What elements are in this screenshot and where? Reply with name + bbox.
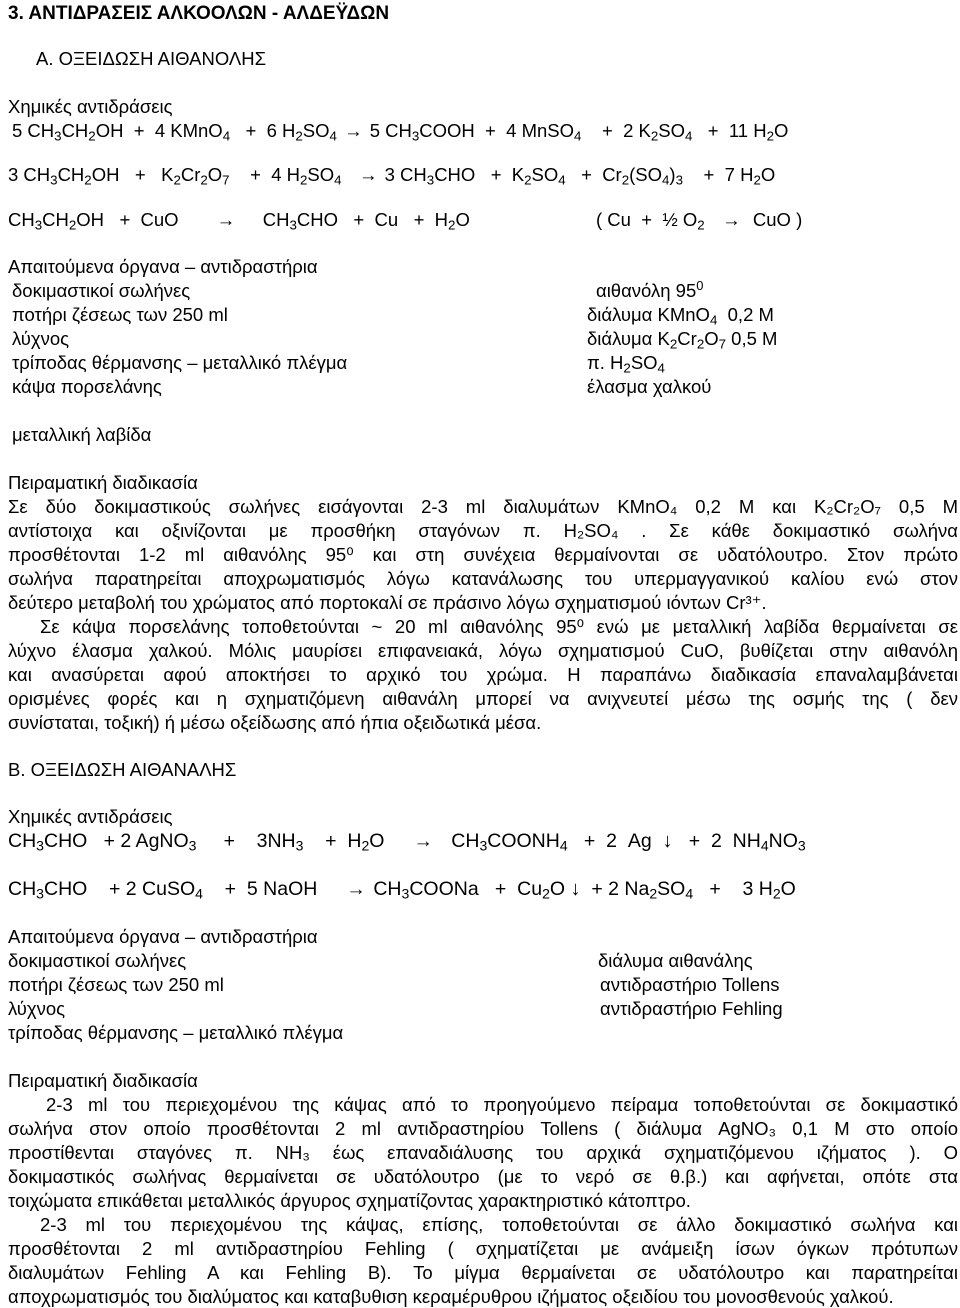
procedure-line: τοιχώματα επικάθεται μεταλλικός άργυρος σχηματίζοντας χαρακτηριστικό κάτοπτρο.	[8, 1190, 691, 1211]
equipment-item: δοκιμαστικοί σωλήνες	[8, 950, 187, 971]
reaction-a1: 5 $CH_3CH_2OH + 4$ KMnO$_4$ + 6 $H_2SO_4 \to 5$ $CH_3COOH + 4$ MnSO$_4$ + 2 $K_2SO_4 + 11$ $H_2O$	[12, 120, 789, 144]
reaction-b2: $CH_3CHO$ + 2 CuSO$_4$ + 5 NaOH → $CH_3COONa + Cu_2O$ ↓ + 2 $Na_2SO_4$ + 3 $H_2O$	[8, 878, 796, 902]
section-a-title: Α. ΟΞΕΙΔΩΣΗ ΑΙΘΑΝΟΛΗΣ	[36, 48, 267, 69]
section-b-title: Β. ΟΞΕΙΔΩΣΗ ΑΙΘΑΝΑΛΗΣ	[8, 759, 237, 780]
reagent-item: διάλυμα $K_2Cr_2O_7$ 0,5 M	[587, 328, 778, 352]
procedure-line: Σε κάψα πορσελάνης τοποθετούνται ~ 20 ml αιθανόλης 95⁰ ενώ με μεταλλική λαβίδα θερμαίνεται σε	[40, 616, 958, 637]
equipment-item: ποτήρι ζέσεως των 250 ml	[12, 304, 228, 325]
section-b-reactions-label: Χημικές αντιδράσεις	[8, 806, 173, 827]
procedure-line: συνίσταται, τοξική) ή μέσω οξείδωσης από ήπια οξειδωτικά μέσα.	[8, 712, 542, 733]
reaction-b1: $CH_3CHO + 2$ AgNO$_3$ + $3NH_3$ + $H_2O$ → $CH_3COONH_4 + 2$ Ag ↓ + 2 $NH_4NO_3$	[8, 830, 806, 854]
equipment-item: κάψα πορσελάνης	[12, 376, 162, 397]
section-a-reactions-label: Χημικές αντιδράσεις	[8, 96, 173, 117]
reagent-item: αιθανόλη $95^0$	[596, 277, 704, 301]
procedure-line: αντίστοιχα και οξινίζονται με προσθήκη σταγόνων π. H₂SO₄ . Σε κάθε δοκιμαστικό σωλήνα	[8, 520, 958, 541]
reaction-a3: $CH_3CH_2OH$ + CuO → $CH_3CHO + Cu + H_2O$	[8, 209, 470, 233]
equipment-item: τρίποδας θέρμανσης – μεταλλικό πλέγμα	[12, 352, 348, 373]
procedure-line: σωλήνα παρατηρείται αποχρωματισμός λόγω κατανάλωσης του υπερμαγγανικού καλίου ενώ στον	[8, 568, 958, 589]
reagent-label: διάλυμα KMnO	[587, 304, 710, 325]
procedure-line: ορισμένες φορές και η σχηματιζόμενη αιθανάλη μπορεί να ανιχνευτεί μέσω της οσμής της ( δεν	[8, 688, 958, 709]
reagent-item: αντιδραστήριο Tollens	[600, 974, 780, 995]
reagent-item: διάλυμα KMnO$_4$ 0,2 M	[587, 304, 774, 328]
procedure-line: σωλήνα στον οποίο προσθέτονται 2 ml αντιδραστηρίου Tollens ( διάλυμα AgNO₃ 0,1 M στο οποίο	[8, 1118, 958, 1139]
section-b-equipment-label: Απαιτούμενα όργανα – αντιδραστήρια	[8, 926, 318, 947]
procedure-line: και ανασύρεται αφού αποκτήσει το αρχικό του χρώμα. Η παραπάνω διαδικασία επαναλαμβάνεται	[8, 664, 958, 685]
procedure-line: αποχρωματισμός του διαλύματος και καταβυθιση κεραμέρυθρου ιζήματος οξειδίου του μονοσθενούς χαλκού.	[8, 1286, 894, 1307]
section-a-procedure-label: Πειραματική διαδικασία	[8, 472, 198, 493]
equipment-item: ποτήρι ζέσεως των 250 ml	[8, 974, 224, 995]
reagent-item: π. $H_2SO_4$	[587, 352, 665, 376]
reagent-label: π. H	[587, 352, 624, 373]
procedure-line: δεύτερο μεταβολή του χρώματος από πορτοκαλί σε πράσινο λόγω σχηματισμού ιόντων Cr³⁺.	[8, 592, 767, 613]
procedure-line: προσθέτονται 1-2 ml αιθανόλης 95⁰ και στη συνέχεια θερμαίνονται σε υδατόλουτρο. Στον πρώτο	[8, 544, 958, 565]
procedure-line: 2-3 ml του περιεχομένου της κάψας, επίσης, τοποθετούνται σε άλλο δοκιμαστικό σωλήνα και	[40, 1214, 958, 1235]
section-a-equipment-label: Απαιτούμενα όργανα – αντιδραστήρια	[8, 256, 318, 277]
reagent-item: διάλυμα αιθανάλης	[598, 950, 753, 971]
reagent-item: αντιδραστήριο Fehling	[600, 998, 783, 1019]
procedure-line: διαλυμάτων Fehling A και Fehling B). Το μίγμα θερμαίνεται σε υδατόλουτρο και παρατηρείται	[8, 1262, 958, 1283]
equipment-item: δοκιμαστικοί σωλήνες	[12, 280, 191, 301]
section-b-procedure-label: Πειραματική διαδικασία	[8, 1070, 198, 1091]
procedure-line: Σε δύο δοκιμαστικούς σωλήνες εισάγονται 2-3 ml διαλυμάτων KMnO₄ 0,2 M και K₂Cr₂O₇ 0,5 M	[8, 496, 958, 517]
reaction-a2: 3 $CH_3CH_2OH + K_2Cr_2O_7$ + 4 $H_2SO_4$ → 3 $CH_3CHO + K_2SO_4 + Cr_2(SO_4)_3$ + 7 $H_2O$	[8, 164, 776, 188]
procedure-line: προσθέτονται 2 ml αντιδραστηρίου Fehling ( σχηματίζεται με ανάμειξη ίσων όγκων πρότυπων	[8, 1238, 958, 1259]
procedure-line: 2-3 ml του περιεχομένου της κάψας από το προηγούμενο πείραμα τοποθετούνται σε δοκιμαστικό	[46, 1094, 958, 1115]
document-heading: 3. ΑΝΤΙΔΡΑΣΕΙΣ ΑΛΚΟΟΛΩΝ - ΑΛΔΕΫΔΩΝ	[8, 3, 390, 24]
reagent-item: έλασμα χαλκού	[587, 376, 712, 397]
reagent-label: αιθανόλη 95	[596, 280, 697, 301]
reagent-label: διάλυμα K	[587, 328, 670, 349]
equipment-item: μεταλλική λαβίδα	[12, 424, 152, 445]
equipment-item: λύχνος	[8, 998, 66, 1019]
procedure-line: προστίθενται σταγόνες π. NH₃ έως επαναδιάλυσης του αρχικά σχηματιζόμενου ιζήματος ). Ο	[8, 1142, 958, 1163]
reaction-a4: ( Cu + ½ $O_2$ → CuO )	[596, 209, 803, 233]
equipment-item: λύχνος	[12, 328, 70, 349]
procedure-line: λύχνο έλασμα χαλκού. Μόλις μαυρίσει επιφανειακά, λόγω σχηματισμού CuO, βυθίζεται στην αιθανόλη	[8, 640, 958, 661]
equipment-item: τρίποδας θέρμανσης – μεταλλικό πλέγμα	[8, 1022, 344, 1043]
procedure-line: δοκιμαστικός σωλήνας θερμαίνεται σε υδατόλουτρο (με το νερό σε θ.β.) και αφήνεται, οπότε στα	[8, 1166, 958, 1187]
